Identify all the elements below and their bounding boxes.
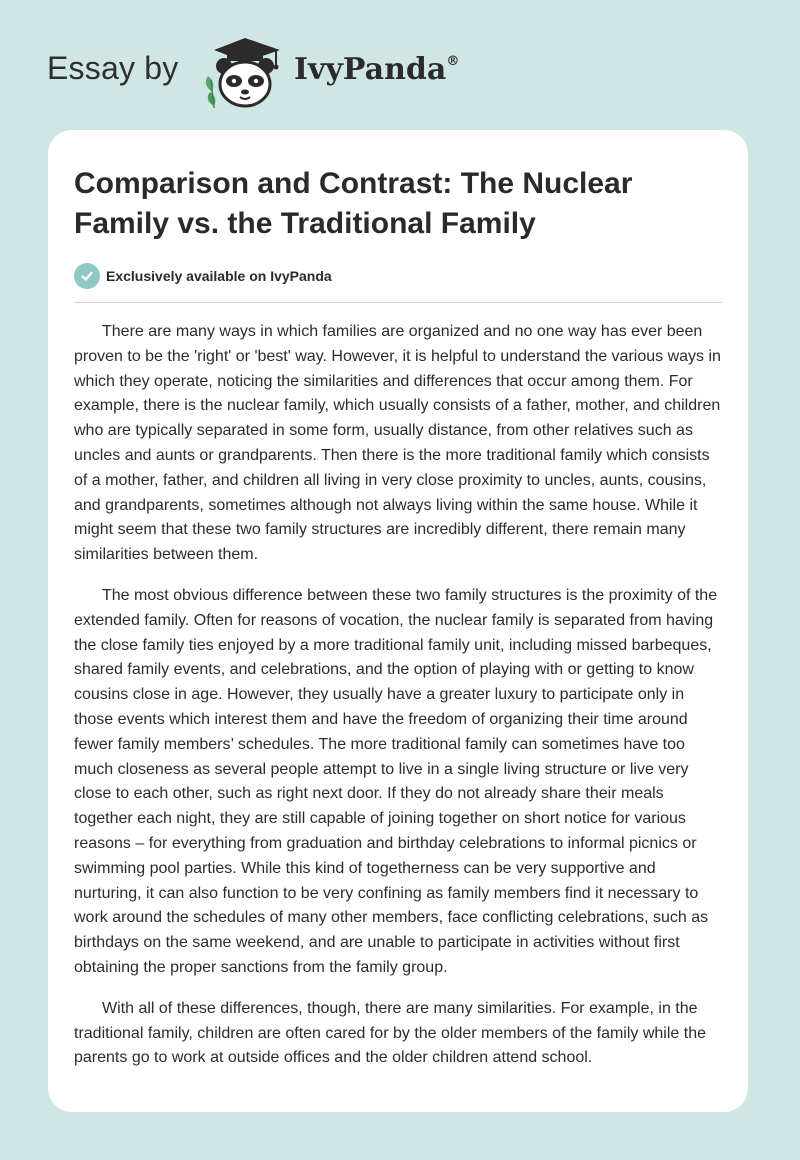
title-divider xyxy=(74,302,722,303)
paragraph-2: The most obvious difference between these two family structures is the proximity of the extended family. Often for reasons of vocation, the nuclear family is separated from having the close family ties enjoyed by a more traditional family unit, including missed barbeques, shared family events, and celebrations, and the option of playing with or getting to know cousins close in age. However, they usually have a greater luxury to participate only in those events which interest them and have the freedom of organizing their time around fewer family members’ schedules. The more traditional family can sometimes have too much closeness as several people attempt to live in a single living structure or live very close to each other, such as right next door. If they do not already share their meals together each night, they are still capable of joining together on short notice for various reasons – for everything from graduation and birthday celebrations to informal picnics or swimming pool parties. While this kind of togetherness can be very supportive and nurturing, it can also function to be very confining as family members find it necessary to work around the schedules of many other members, face conflicting celebrations, such as birthdays on the same weekend, and are unable to participate in activities without first obtaining the proper sanctions from the family group. xyxy=(74,586,718,976)
brand-name[interactable] xyxy=(294,52,459,87)
essay-card xyxy=(48,130,748,1112)
paragraph-3: With all of these differences, though, there are many similarities. For example, in the traditional family, children are often cared for by the older members of the family while the parents go to work at outside offices and the older children attend school. xyxy=(74,999,706,1067)
registered-mark: ® xyxy=(446,54,460,69)
brand-name-text: IvyPanda xyxy=(294,52,447,87)
essay-title: Comparison and Contrast: The Nuclear Family vs. the Traditional Family xyxy=(74,167,633,240)
paragraph-1: There are many ways in which families are organized and no one way has ever been proven to be the 'right' or 'best' way. However, it is helpful to understand the various ways in which they operate, noticing the similarities and differences that occur among them. For example, there is the nuclear family, which usually consists of a father, mother, and children who are typically separated in some form, usually distance, from other relatives such as uncles and aunts or grandparents. Then there is the more traditional family which consists of a mother, father, and children all living in very close proximity to uncles, aunts, cousins, and grandparents, sometimes although not always living within the same house. While it might seem that these two family structures are incredibly different, there remain many similarities between them. xyxy=(74,323,721,564)
panda-logo-icon[interactable] xyxy=(200,34,290,110)
site-header xyxy=(0,0,800,128)
availability-badge-label: Exclusively available on IvyPanda xyxy=(106,268,332,284)
check-icon xyxy=(74,263,100,289)
essay-body xyxy=(74,320,724,1087)
availability-badge xyxy=(74,263,332,289)
essay-by-label: Essay by xyxy=(47,50,179,86)
